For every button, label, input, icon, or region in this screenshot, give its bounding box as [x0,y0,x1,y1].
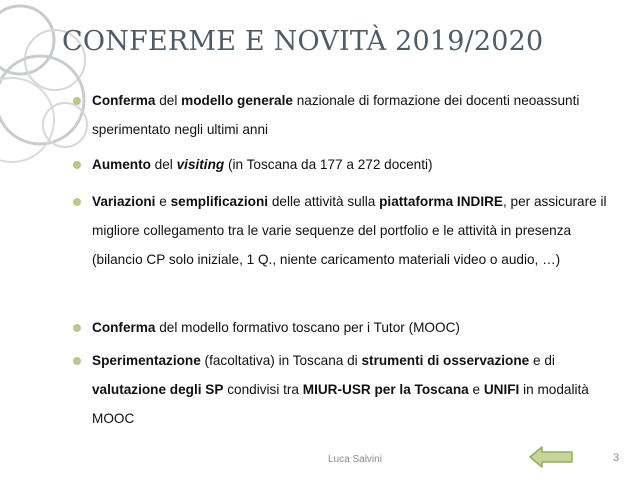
left-arrow-icon[interactable] [528,445,574,469]
bullet-emphasis: MIUR-USR per la Toscana [302,382,469,397]
bullet-emphasis: Variazioni [92,194,156,209]
footer-author: Luca Salvini [328,454,382,465]
bullet-item-5 [92,346,612,433]
bullet-item-1 [92,86,612,144]
bullet-emphasis: Aumento [92,157,151,172]
bullet-text: Sperimentazione (facoltativa) in Toscana di strumenti di osservazione e di valutazione degli SP condivisi tra MIUR-USR per la Toscana e UNIFI in modalità MOOC [92,353,589,426]
bullet-emphasis: Conferma [92,320,156,335]
bullet-emphasis: Conferma [92,93,156,108]
bullet-emphasis: piattaforma INDIRE [379,194,503,209]
bullet-item-4 [92,313,612,342]
bullet-dot [73,97,81,105]
bullet-emphasis: UNIFI [483,382,520,397]
bullet-dot [73,161,81,169]
bullet-text: Variazioni e semplificazioni delle attività sulla piattaforma INDIRE, per assicurare il migliore collegamento tra le varie sequenze del portfolio e le attività in presenza (bilancio CP solo iniziale, 1 Q., niente caricamento materiali video o audio, …) [92,194,607,267]
bullet-emphasis: semplificazioni [170,194,269,209]
bullet-emphasis: valutazione degli SP [92,382,224,397]
bullet-dot [73,324,81,332]
bullet-dot [73,357,81,365]
bullet-text: Conferma del modello generale nazionale di formazione dei docenti neoassunti sperimentato negli ultimi anni [92,93,580,137]
bullet-emphasis: Sperimentazione [92,353,201,368]
bullet-item-3 [92,187,612,274]
bullet-text: Conferma del modello formativo toscano per i Tutor (MOOC) [92,320,460,335]
bullet-emphasis: modello generale [181,93,293,108]
page-number: 3 [613,452,620,464]
bullet-emphasis: visiting [176,157,225,172]
bullet-dot [73,198,81,206]
bullet-emphasis: strumenti di osservazione [361,353,530,368]
bullet-item-2 [92,150,612,179]
slide-title: CONFERME E NOVITÀ 2019/2020 [62,26,544,57]
bullet-text: Aumento del visiting (in Toscana da 177 a 272 docenti) [92,157,433,172]
